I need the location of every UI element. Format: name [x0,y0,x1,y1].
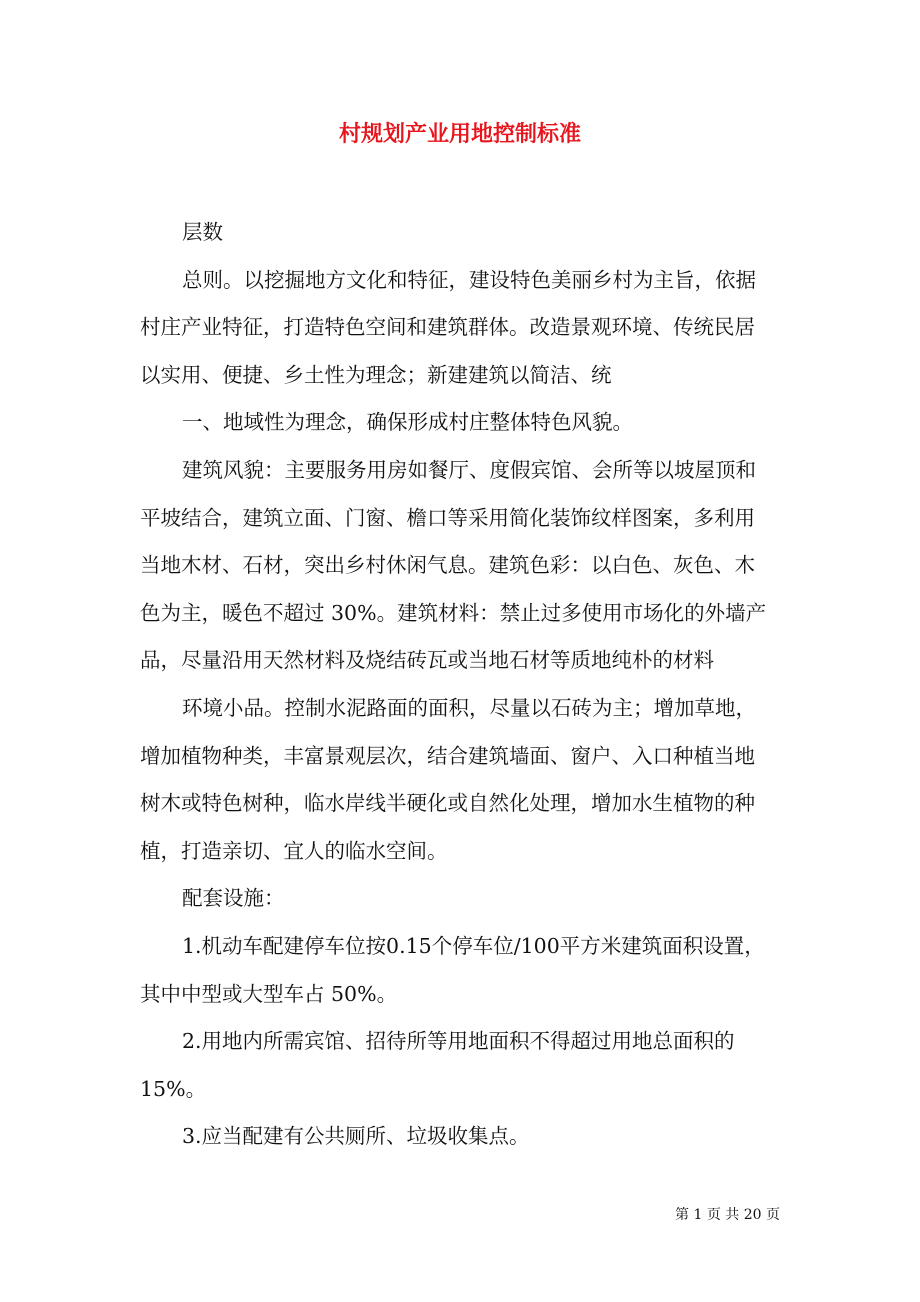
paragraph-line: 一、地域性为理念，确保形成村庄整体特色风貌。 [182,410,633,435]
paragraph-line: 平坡结合，建筑立面、门窗、檐口等采用简化装饰纹样图案，多利用 [140,505,755,530]
paragraph [140,399,795,447]
paragraph-line: 品，尽量沿用天然材料及烧结砖瓦或当地石材等质地纯朴的材料 [140,648,714,673]
paragraph-line: 建筑风貌：主要服务用房如餐厅、度假宾馆、会所等以坡屋顶和 [182,457,756,482]
paragraph-line: 总则。以挖掘地方文化和特征，建设特色美丽乡村为主旨，依据 [182,267,756,292]
paragraph-line: 3.应当配建有公共厕所、垃圾收集点。 [182,1124,530,1149]
paragraph [140,447,795,685]
document-title: 村规划产业用地控制标准 [338,122,581,147]
paragraph-line: 配套设施： [182,886,285,911]
paragraph-line: 15%。 [140,1076,207,1101]
paragraph [140,209,795,257]
page-number: 第 1 页 共 20 页 [675,1207,780,1223]
paragraph [140,257,795,400]
document-body [140,209,795,1161]
paragraph-line: 树木或特色树种，临水岸线半硬化或自然化处理，增加水生植物的种 [140,791,755,816]
paragraph-line: 以实用、便捷、乡土性为理念；新建建筑以简洁、统 [140,362,612,387]
paragraph-line: 1.机动车配建停车位按0.15个停车位/100平方米建筑面积设置， [182,933,765,958]
paragraph [140,1113,795,1161]
paragraph [140,1018,795,1113]
paragraph-line: 村庄产业特征，打造特色空间和建筑群体。改造景观环境、传统民居 [140,315,755,340]
paragraph [140,923,795,1018]
paragraph [140,875,795,923]
paragraph-line: 2.用地内所需宾馆、招待所等用地面积不得超过用地总面积的 [182,1029,735,1054]
paragraph-line: 增加植物种类，丰富景观层次，结合建筑墙面、窗户、入口种植当地 [140,743,755,768]
paragraph [140,685,795,875]
paragraph-line: 其中中型或大型车占 50%。 [140,981,398,1006]
paragraph-line: 植，打造亲切、宜人的临水空间。 [140,838,448,863]
paragraph-line: 色为主，暖色不超过 30%。建筑材料：禁止过多使用市场化的外墙产 [140,600,767,625]
paragraph-line: 当地木材、石材，突出乡村休闲气息。建筑色彩：以白色、灰色、木 [140,553,755,578]
paragraph-line: 环境小品。控制水泥路面的面积，尽量以石砖为主；增加草地， [182,695,756,720]
paragraph-line: 层数 [182,220,223,244]
